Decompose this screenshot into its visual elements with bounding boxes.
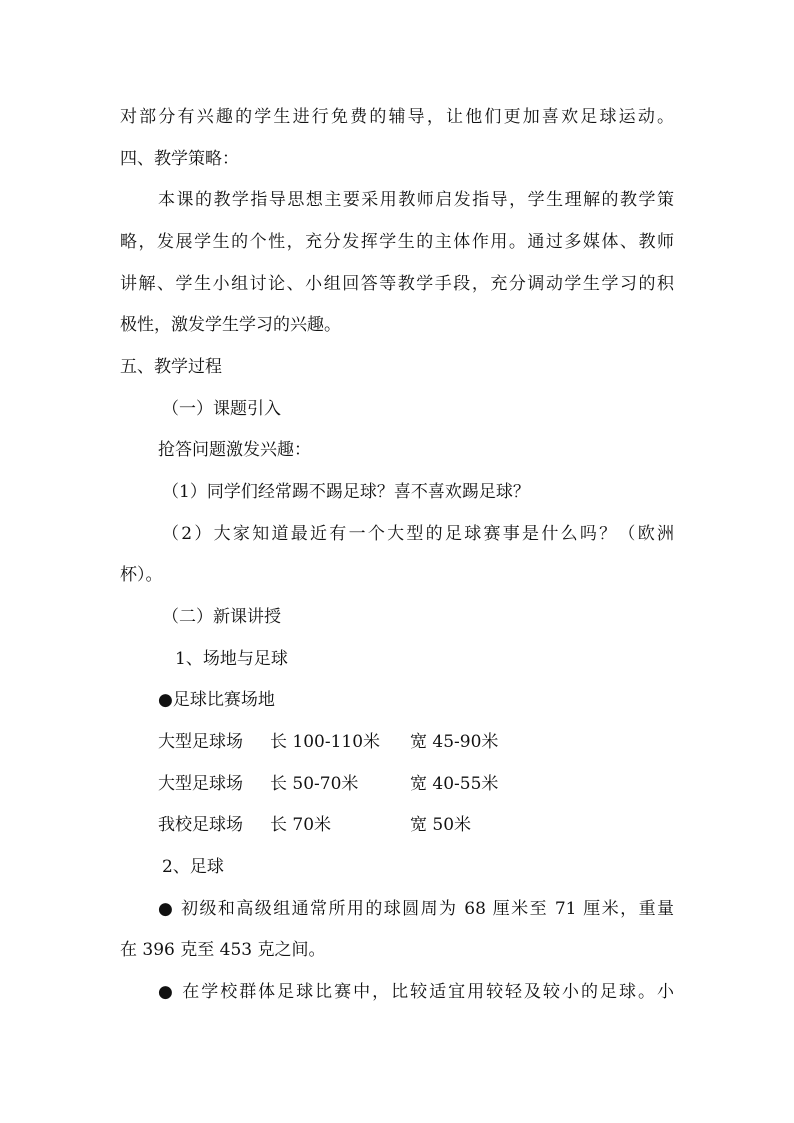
subsection-heading: （一）课题引入 — [162, 399, 281, 419]
question-item: （1）同学们经常踢不踢足球？喜不喜欢踢足球？ — [162, 482, 530, 502]
section-heading-strategy: 四、教学策略： — [120, 149, 239, 169]
paragraph-line: 在 396 克至 453 克之间。 — [120, 940, 326, 960]
bullet-paragraph-line: ● 在学校群体足球比赛中，比较适宜用较轻及较小的足球。小 — [158, 982, 674, 1002]
field-length: 长 50-70米 — [270, 774, 359, 794]
field-name: 我校足球场 — [158, 815, 243, 835]
field-name: 大型足球场 — [158, 732, 243, 752]
bullet-heading: ●足球比赛场地 — [158, 690, 275, 710]
field-length: 长 70米 — [270, 815, 332, 835]
paragraph-line: 极性，激发学生学习的兴趣。 — [120, 315, 341, 335]
paragraph-line: 杯）。 — [120, 565, 163, 585]
subsection-heading: 1、场地与足球 — [175, 649, 288, 669]
paragraph-line: 略，发展学生的个性，充分发挥学生的主体作用。通过多媒体、教师 — [120, 232, 674, 252]
field-width: 宽 45-90米 — [410, 732, 499, 752]
question-item: （2）大家知道最近有一个大型的足球赛事是什么吗？（欧洲 — [162, 524, 674, 544]
section-heading-process: 五、教学过程 — [120, 357, 222, 377]
subsection-heading: （二）新课讲授 — [162, 607, 281, 627]
field-row — [158, 730, 558, 754]
field-length: 长 100-110米 — [270, 732, 381, 752]
paragraph-line: 抢答问题激发兴趣： — [158, 440, 311, 460]
paragraph-line: 本课的教学指导思想主要采用教师启发指导，学生理解的教学策 — [158, 190, 674, 210]
field-name: 大型足球场 — [158, 774, 243, 794]
field-row — [158, 813, 558, 837]
field-width: 宽 50米 — [410, 815, 472, 835]
subsection-heading: 2、足球 — [162, 857, 224, 877]
paragraph-line: 讲解、学生小组讨论、小组回答等教学手段，充分调动学生学习的积 — [120, 274, 674, 294]
bullet-paragraph-line: ● 初级和高级组通常所用的球圆周为 68 厘米至 71 厘米，重量 — [158, 899, 674, 919]
paragraph-line: 对部分有兴趣的学生进行免费的辅导，让他们更加喜欢足球运动。 — [120, 107, 674, 127]
field-row — [158, 772, 558, 796]
field-width: 宽 40-55米 — [410, 774, 499, 794]
